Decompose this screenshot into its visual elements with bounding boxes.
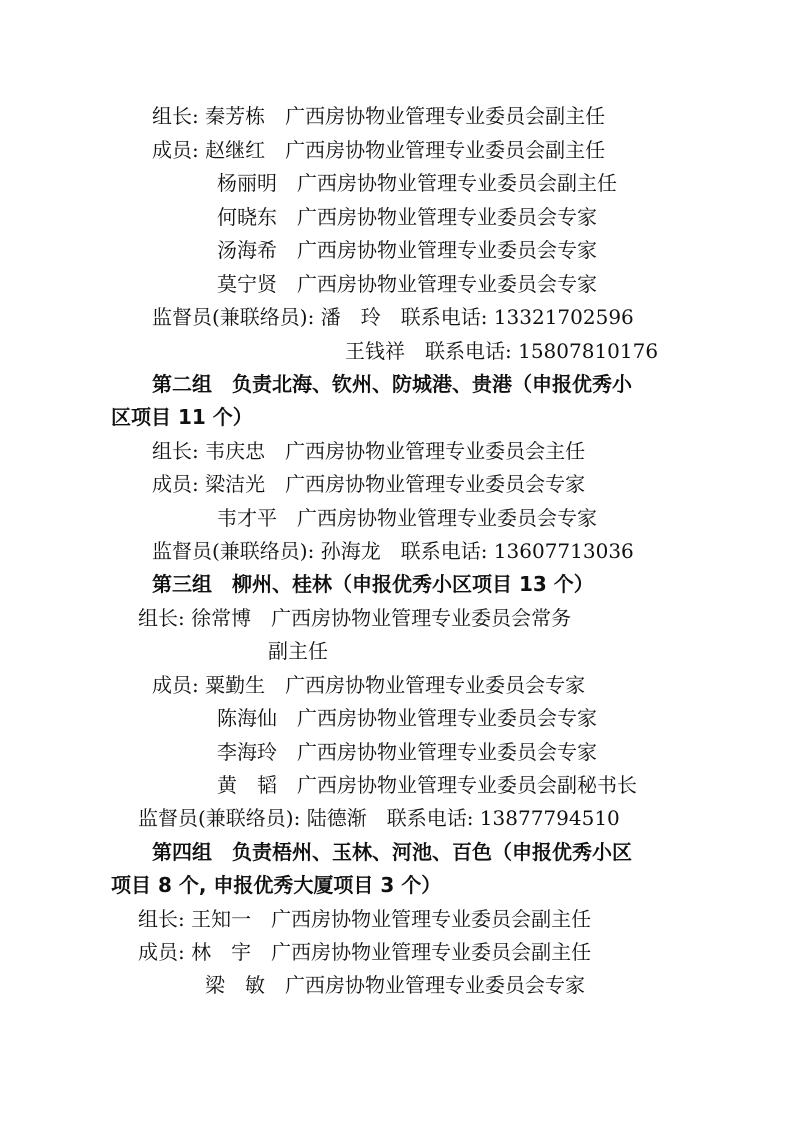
group3-member-1: 成员: 粟勤生 广西房协物业管理专业委员会专家 xyxy=(152,673,586,697)
group4-heading-line2: 项目 8 个, 申报优秀大厦项目 3 个） xyxy=(111,873,442,897)
group4-member-2: 梁 敏 广西房协物业管理专业委员会专家 xyxy=(205,973,585,997)
group1-leader: 组长: 秦芳栋 广西房协物业管理专业委员会副主任 xyxy=(152,104,606,128)
group1-member-5: 莫宁贤 广西房协物业管理专业委员会专家 xyxy=(217,272,597,296)
group1-member-4: 汤海希 广西房协物业管理专业委员会专家 xyxy=(217,238,597,262)
group4-leader: 组长: 王知一 广西房协物业管理专业委员会副主任 xyxy=(138,907,592,931)
group3-member-3: 李海玲 广西房协物业管理专业委员会专家 xyxy=(217,740,597,764)
group2-member-1: 成员: 梁洁光 广西房协物业管理专业委员会专家 xyxy=(152,472,586,496)
group2-leader: 组长: 韦庆忠 广西房协物业管理专业委员会主任 xyxy=(152,439,586,463)
group3-member-4: 黄 韬 广西房协物业管理专业委员会副秘书长 xyxy=(217,773,637,797)
group1-supervisor: 监督员(兼联络员): 潘 玲 联系电话: 13321702596 xyxy=(152,305,634,329)
group3-member-2: 陈海仙 广西房协物业管理专业委员会专家 xyxy=(217,706,597,730)
group1-supervisor-2: 王钱祥 联系电话: 15807810176 xyxy=(345,339,659,363)
group1-member-3: 何晓东 广西房协物业管理专业委员会专家 xyxy=(217,205,597,229)
group1-member-2: 杨丽明 广西房协物业管理专业委员会副主任 xyxy=(217,171,617,195)
group1-member-1: 成员: 赵继红 广西房协物业管理专业委员会副主任 xyxy=(152,138,606,162)
group3-heading: 第三组 柳州、桂林（申报优秀小区项目 13 个） xyxy=(152,572,594,596)
group2-heading-line2: 区项目 11 个） xyxy=(111,405,253,429)
group2-supervisor: 监督员(兼联络员): 孙海龙 联系电话: 13607713036 xyxy=(152,539,634,563)
group3-supervisor: 监督员(兼联络员): 陆德渐 联系电话: 13877794510 xyxy=(138,806,620,830)
group4-member-1: 成员: 林 宇 广西房协物业管理专业委员会副主任 xyxy=(138,940,592,964)
group2-heading-line1: 第二组 负责北海、钦州、防城港、贵港（申报优秀小 xyxy=(152,372,632,396)
group2-member-2: 韦才平 广西房协物业管理专业委员会专家 xyxy=(217,506,597,530)
group4-heading-line1: 第四组 负责梧州、玉林、河池、百色（申报优秀小区 xyxy=(152,840,632,864)
group3-leader: 组长: 徐常博 广西房协物业管理专业委员会常务 xyxy=(138,606,572,630)
group3-leader-title-cont: 副主任 xyxy=(268,639,328,663)
